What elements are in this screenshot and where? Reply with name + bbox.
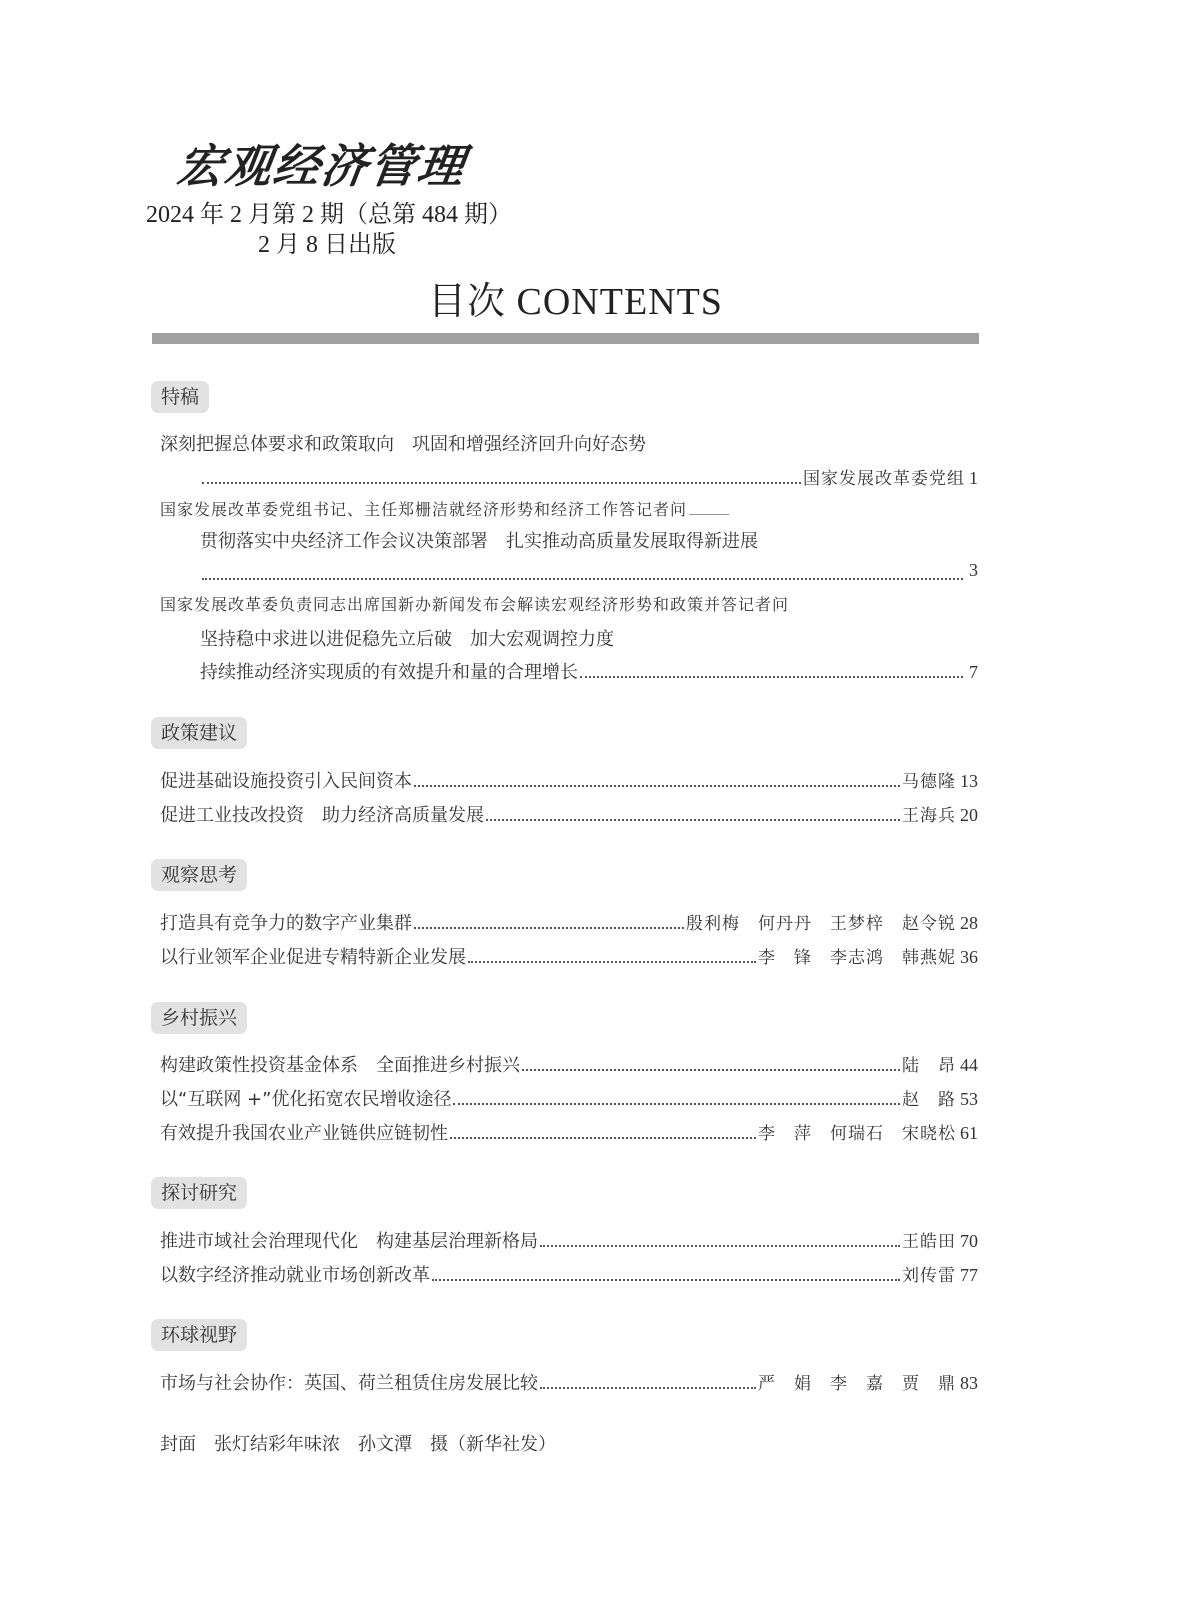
dot-leader <box>202 578 963 580</box>
entry-page: 83 <box>960 1373 978 1393</box>
toc-entry-lead[interactable] <box>160 497 978 525</box>
toc-entry[interactable] <box>160 767 978 795</box>
dot-leader <box>486 819 900 821</box>
entry-page: 61 <box>960 1123 978 1143</box>
toc-entry[interactable] <box>160 1051 978 1079</box>
entry-title: 以行业领军企业促进专精特新企业发展 <box>160 947 466 968</box>
entry-page: 3 <box>969 560 978 580</box>
entry-title-line1: 坚持稳中求进以进促稳先立后破 加大宏观调控力度 <box>200 629 614 650</box>
entry-title: 促进基础设施投资引入民间资本 <box>160 771 412 792</box>
toc-entry[interactable] <box>160 801 978 829</box>
entry-author: 王海兵 <box>902 806 956 826</box>
dot-leader <box>540 1245 900 1247</box>
toc-entry-leader[interactable] <box>200 464 978 492</box>
entry-author: 国家发展改革委党组 <box>803 469 965 489</box>
entry-page: 44 <box>960 1055 978 1075</box>
entry-author: 刘传雷 <box>902 1266 956 1286</box>
dot-leader <box>414 785 900 787</box>
section-label: 乡村振兴 <box>151 1002 247 1034</box>
entry-title: 市场与社会协作：英国、荷兰租赁住房发展比较 <box>160 1373 538 1394</box>
entry-title: 打造具有竞争力的数字产业集群 <box>160 913 412 934</box>
section-label: 环球视野 <box>151 1319 247 1351</box>
entry-title: 有效提升我国农业产业链供应链韧性 <box>160 1123 448 1144</box>
dot-leader <box>432 1279 900 1281</box>
dot-leader <box>522 1069 900 1071</box>
dot-leader <box>414 927 684 929</box>
entry-lead: 国家发展改革委党组书记、主任郑栅洁就经济形势和经济工作答记者问 <box>160 500 688 519</box>
section-label: 政策建议 <box>151 717 247 749</box>
journal-logo: 宏观经济管理 <box>173 139 470 193</box>
entry-page: 53 <box>960 1089 978 1109</box>
section-label: 观察思考 <box>151 859 247 891</box>
entry-author: 李 萍 何瑞石 宋晓松 <box>758 1124 956 1144</box>
entry-lead: 国家发展改革委负责同志出席国新办新闻发布会解读宏观经济形势和政策并答记者问 <box>160 595 790 614</box>
entry-title: 以数字经济推动就业市场创新改革 <box>160 1265 430 1286</box>
toc-entry[interactable] <box>160 1085 978 1113</box>
dot-leader <box>468 961 756 963</box>
entry-title: 推进市域社会治理现代化 构建基层治理新格局 <box>160 1231 538 1252</box>
toc-entry-lead[interactable] <box>160 592 978 620</box>
entry-title: 构建政策性投资基金体系 全面推进乡村振兴 <box>160 1055 520 1076</box>
header-rule <box>152 333 979 344</box>
entry-page: 70 <box>960 1231 978 1251</box>
toc-entry[interactable] <box>160 1369 978 1397</box>
entry-page: 7 <box>969 662 978 682</box>
dot-leader <box>202 482 801 484</box>
entry-title: 促进工业技改投资 助力经济高质量发展 <box>160 805 484 826</box>
em-dash <box>689 514 729 515</box>
entry-author: 马德隆 <box>902 772 956 792</box>
entry-page: 20 <box>960 805 978 825</box>
toc-entry[interactable] <box>160 1119 978 1147</box>
dot-leader <box>580 676 963 678</box>
entry-author: 殷利梅 何丹丹 王梦梓 赵令锐 <box>686 914 956 934</box>
entry-author: 赵 路 <box>902 1090 956 1110</box>
entry-page: 13 <box>960 771 978 791</box>
section-label: 特稿 <box>151 381 209 413</box>
contents-title: 目次 CONTENTS <box>428 281 723 323</box>
entry-title: 以“互联网 +”优化拓宽农民增收途径 <box>160 1089 452 1110</box>
toc-entry[interactable] <box>160 943 978 971</box>
section-label: 探讨研究 <box>151 1177 247 1209</box>
toc-entry[interactable] <box>160 1227 978 1255</box>
dot-leader <box>540 1387 756 1389</box>
entry-title: 贯彻落实中央经济工作会议决策部署 扎实推动高质量发展取得新进展 <box>200 531 758 552</box>
toc-entry-title[interactable] <box>160 430 978 458</box>
entry-page: 36 <box>960 947 978 967</box>
issue-info: 2024 年 2 月第 2 期（总第 484 期） <box>146 202 512 228</box>
entry-author: 陆 昂 <box>902 1056 956 1076</box>
entry-page: 1 <box>969 468 978 488</box>
dot-leader <box>450 1137 756 1139</box>
entry-author: 王皓田 <box>902 1232 956 1252</box>
toc-entry[interactable] <box>160 1261 978 1289</box>
toc-entry[interactable] <box>200 658 978 686</box>
toc-entry-leader[interactable] <box>200 560 978 588</box>
entry-title: 深刻把握总体要求和政策取向 巩固和增强经济回升向好态势 <box>160 434 646 455</box>
dot-leader <box>453 1103 900 1105</box>
toc-entry[interactable] <box>160 909 978 937</box>
publication-date: 2 月 8 日出版 <box>258 232 396 258</box>
cover-credit: 封面 张灯结彩年味浓 孙文潭 摄（新华社发） <box>160 1434 556 1455</box>
entry-page: 28 <box>960 913 978 933</box>
entry-title: 持续推动经济实现质的有效提升和量的合理增长 <box>200 662 578 683</box>
entry-author: 李 锋 李志鸿 韩燕妮 <box>758 948 956 968</box>
toc-entry-title[interactable] <box>200 527 978 555</box>
entry-page: 77 <box>960 1265 978 1285</box>
entry-author: 严 娟 李 嘉 贾 鼎 <box>758 1374 956 1394</box>
toc-entry-title[interactable] <box>200 625 978 653</box>
